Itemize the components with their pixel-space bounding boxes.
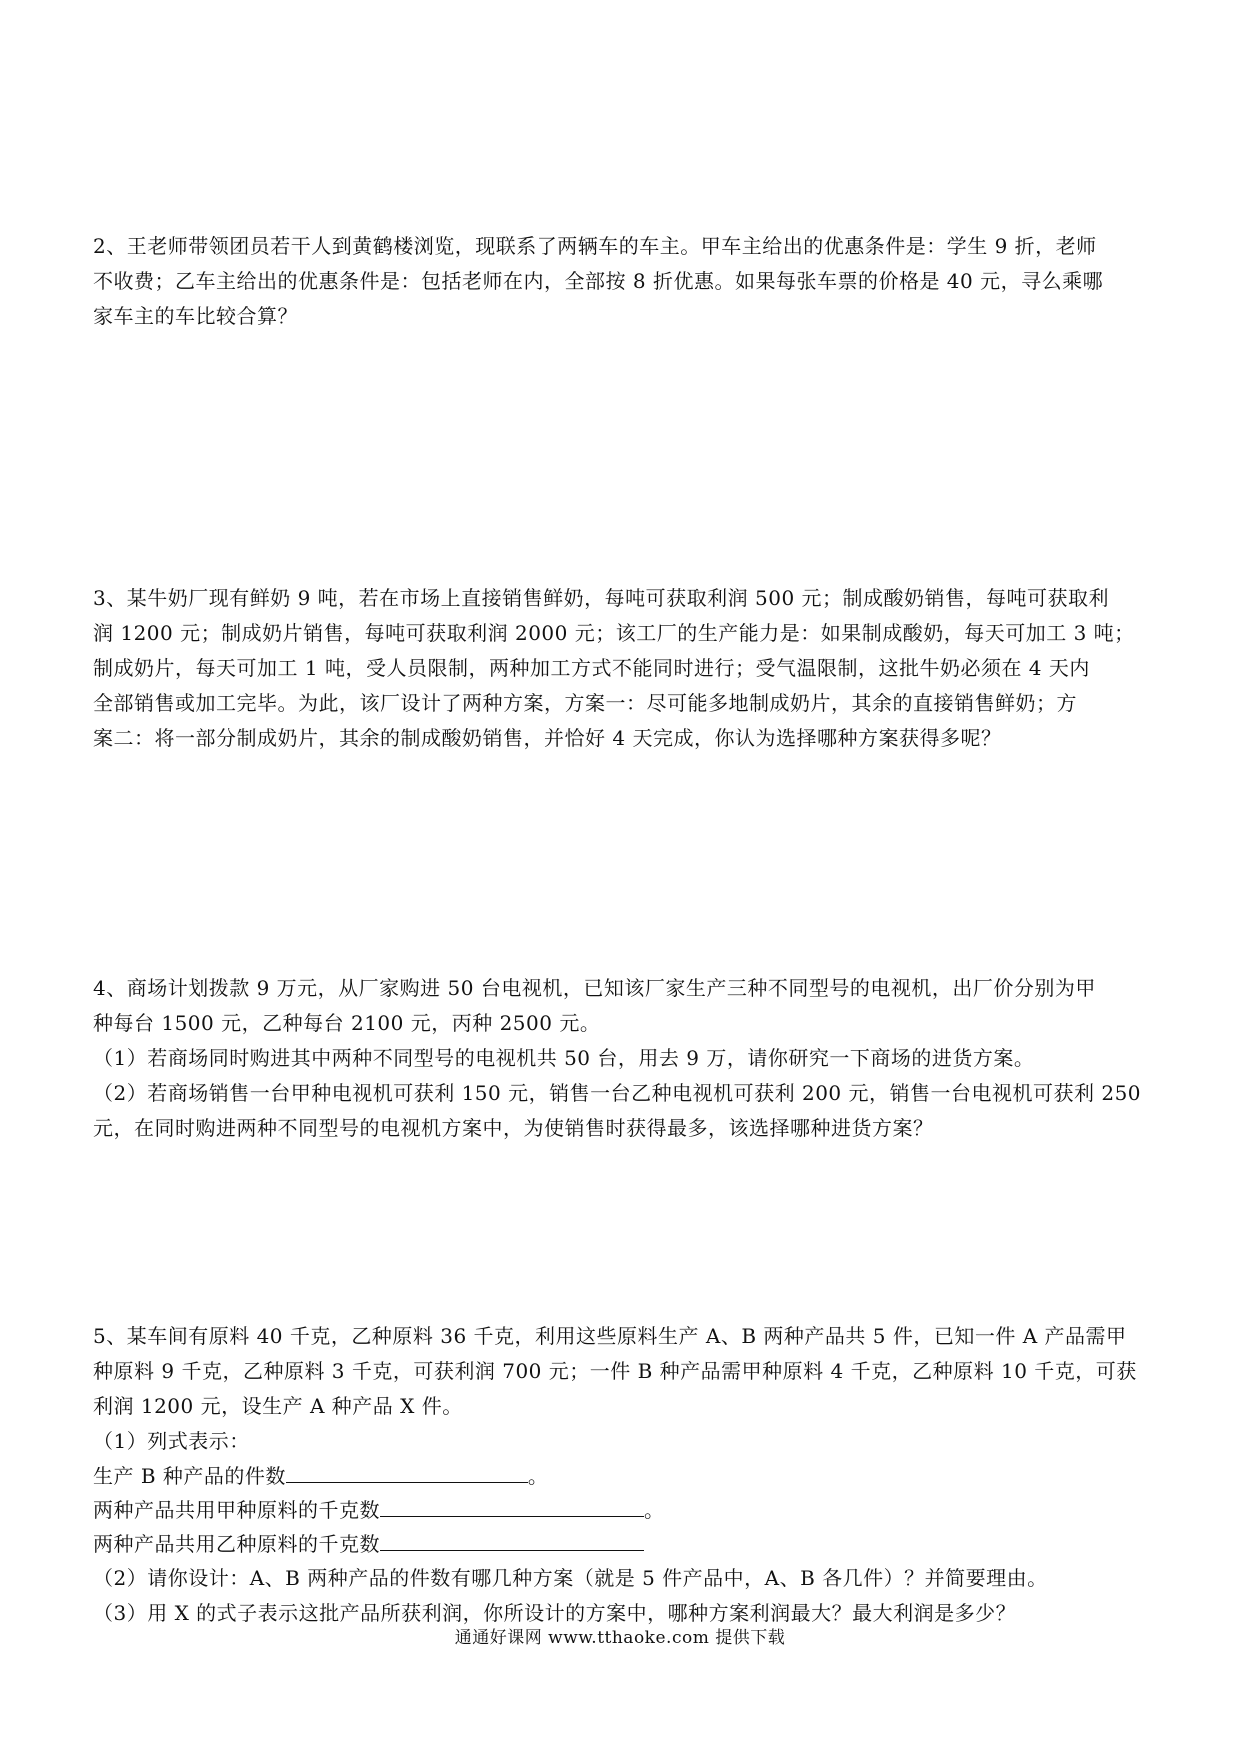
question-2-line: 2、王老师带领团员若干人到黄鹤楼浏览，现联系了两辆车的车主。甲车主给出的优惠条件是：学生 9 折，老师 — [93, 234, 1097, 258]
question-4-part-1: （1）若商场同时购进其中两种不同型号的电视机共 50 台，用去 9 万，请你研究一下商场的进货方案。 — [93, 1046, 1035, 1070]
question-4-line: 4、商场计划拨款 9 万元，从厂家购进 50 台电视机，已知该厂家生产三种不同型号的电视机，出厂价分别为甲 — [93, 976, 1096, 1000]
question-3-line: 案二：将一部分制成奶片，其余的制成酸奶销售，并恰好 4 天完成，你认为选择哪种方案获得多呢？ — [93, 726, 1002, 750]
question-5-part-2: （2）请你设计：A、B 两种产品的件数有哪几种方案（就是 5 件产品中，A、B 各几件）？并简要理由。 — [93, 1566, 1048, 1590]
question-2-line: 不收费；乙车主给出的优惠条件是：包括老师在内，全部按 8 折优惠。如果每张车票的价格是 40 元，寻么乘哪 — [93, 269, 1104, 293]
fill-in-label: 两种产品共用乙种原料的千克数 — [93, 1532, 380, 1556]
question-5-part-1: （1）列式表示： — [93, 1429, 250, 1453]
question-2 — [93, 229, 1153, 334]
fill-in-end: 。 — [527, 1464, 549, 1488]
fill-in-row-b-count — [93, 1459, 1153, 1493]
question-4-line: 元，在同时购进两种不同型号的电视机方案中，为使销售时获得最多，该选择哪种进货方案？ — [93, 1116, 934, 1140]
answer-blank[interactable] — [380, 1494, 644, 1517]
answer-blank[interactable] — [286, 1460, 528, 1483]
question-2-line: 家车主的车比较合算？ — [93, 304, 298, 328]
page-footer: 通通好课网 www.tthaoke.com 提供下载 — [454, 1628, 786, 1648]
question-5-line: 5、某车间有原料 40 千克，乙种原料 36 千克，利用这些原料生产 A、B 两种产品共 5 件，已知一件 A 产品需甲 — [93, 1324, 1127, 1348]
question-4-part-2: （2）若商场销售一台甲种电视机可获利 150 元，销售一台乙种电视机可获利 200 元，销售一台电视机可获利 250 — [93, 1081, 1142, 1105]
fill-in-label: 生产 B 种产品的件数 — [93, 1464, 286, 1488]
fill-in-label: 两种产品共用甲种原料的千克数 — [93, 1498, 380, 1522]
fill-in-row-material-b — [93, 1527, 1153, 1561]
question-5-part-3: （3）用 X 的式子表示这批产品所获利润，你所设计的方案中，哪种方案利润最大？最大利润是多少？ — [93, 1601, 1017, 1625]
question-5-line: 利润 1200 元，设生产 A 种产品 X 件。 — [93, 1394, 463, 1418]
answer-blank[interactable] — [380, 1528, 644, 1551]
question-4-line: 种每台 1500 元，乙种每台 2100 元，丙种 2500 元。 — [93, 1011, 601, 1035]
fill-in-row-material-a — [93, 1493, 1153, 1527]
question-3 — [93, 581, 1153, 756]
question-3-line: 全部销售或加工完毕。为此，该厂设计了两种方案，方案一：尽可能多地制成奶片，其余的直接销售鲜奶；方 — [93, 691, 1077, 715]
fill-in-end: 。 — [644, 1498, 665, 1522]
question-3-line: 制成奶片，每天可加工 1 吨，受人员限制，两种加工方式不能同时进行；受气温限制，这批牛奶必须在 4 天内 — [93, 656, 1090, 680]
question-5-line: 种原料 9 千克，乙种原料 3 千克，可获利润 700 元；一件 B 种产品需甲种原料 4 千克，乙种原料 10 千克，可获 — [93, 1359, 1137, 1383]
question-3-line: 润 1200 元；制成奶片销售，每吨可获取利润 2000 元；该工厂的生产能力是：如果制成酸奶，每天可加工 3 吨； — [93, 621, 1135, 645]
question-4 — [93, 971, 1153, 1146]
question-5 — [93, 1319, 1153, 1631]
question-3-line: 3、某牛奶厂现有鲜奶 9 吨，若在市场上直接销售鲜奶，每吨可获取利润 500 元；制成酸奶销售，每吨可获取利 — [93, 586, 1110, 610]
